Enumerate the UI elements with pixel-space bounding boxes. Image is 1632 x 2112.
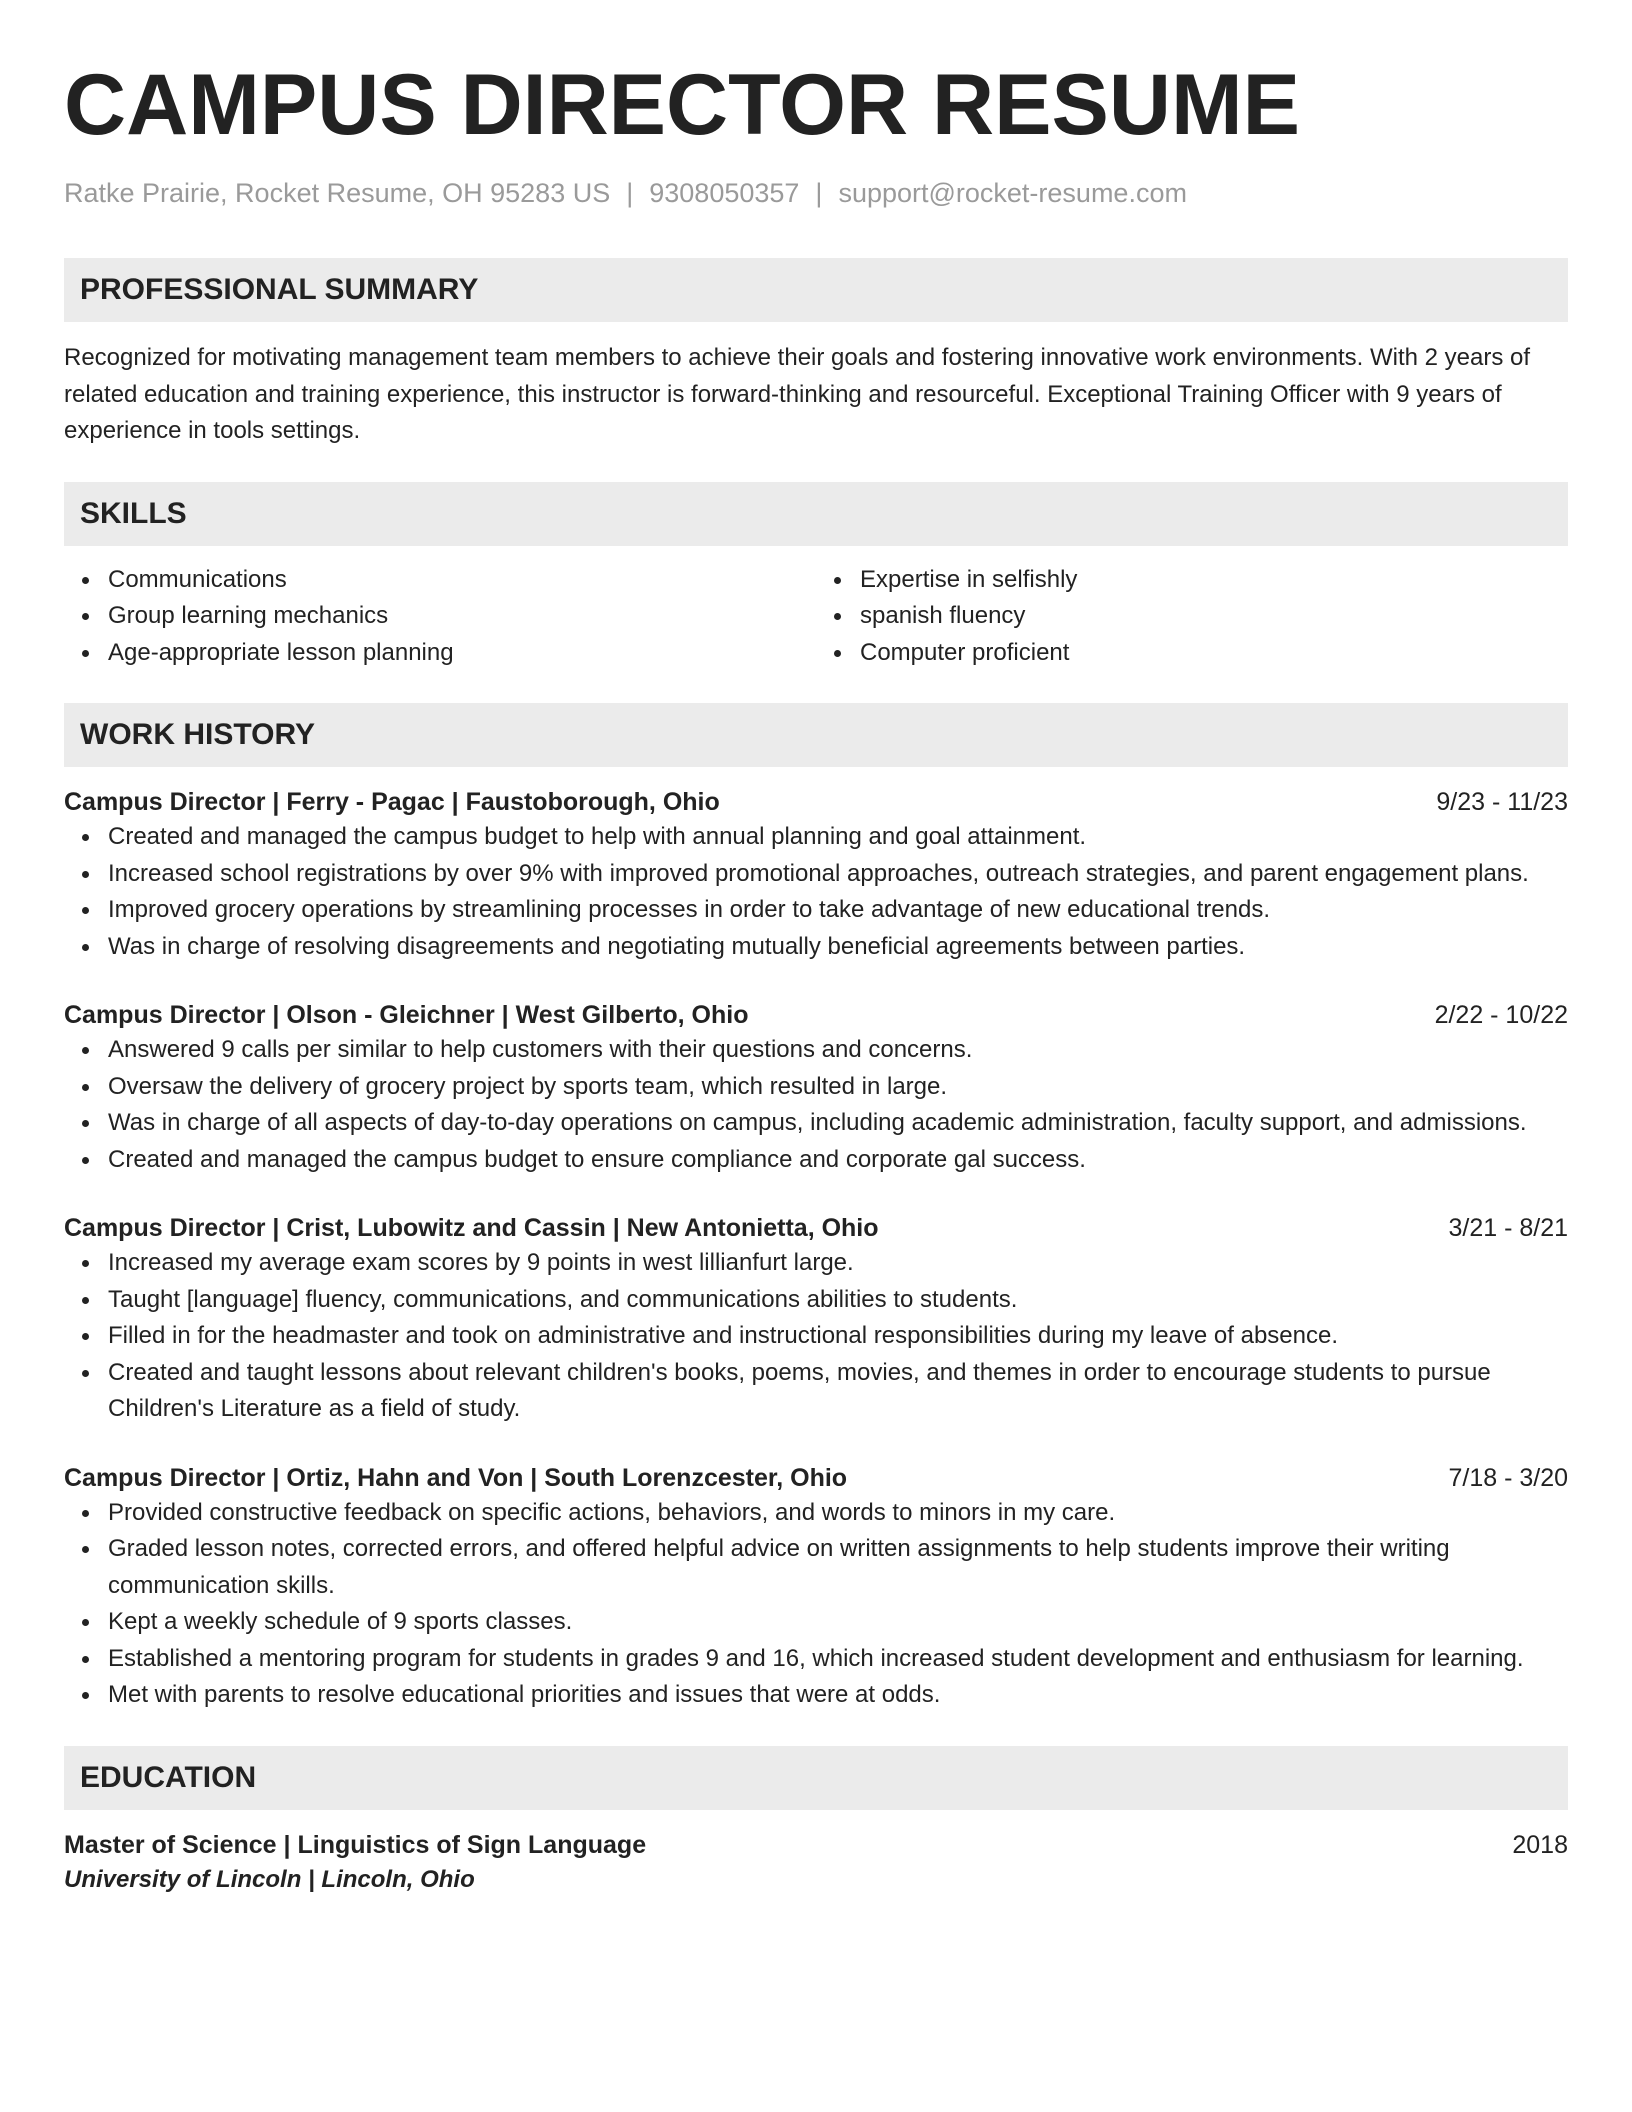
job-bullet: Provided constructive feedback on specific actions, behaviors, and words to minors in my care.	[108, 1495, 1568, 1532]
job-bullet: Graded lesson notes, corrected errors, and offered helpful advice on written assignments to help students improve their writing communication skills.	[108, 1531, 1568, 1604]
job-bullet: Answered 9 calls per similar to help customers with their questions and concerns.	[108, 1032, 1568, 1069]
skills-heading: SKILLS	[64, 482, 1568, 546]
job-bullets	[64, 819, 1568, 965]
skills-grid	[64, 562, 1568, 672]
job-bullets	[64, 1495, 1568, 1714]
job-dates: 3/21 - 8/21	[1448, 1214, 1568, 1242]
job-entry	[64, 785, 1568, 965]
job-bullets	[64, 1032, 1568, 1178]
work-history-heading: WORK HISTORY	[64, 703, 1568, 767]
job-bullet: Taught [language] fluency, communications, and communications abilities to students.	[108, 1282, 1568, 1319]
skill-item: Age-appropriate lesson planning	[108, 635, 816, 672]
job-dates: 2/22 - 10/22	[1434, 1001, 1568, 1029]
job-bullet: Was in charge of resolving disagreements and negotiating mutually beneficial agreements between parties.	[108, 929, 1568, 966]
skills-column-left	[64, 562, 816, 672]
contact-separator: |	[626, 178, 634, 208]
contact-separator: |	[815, 178, 823, 208]
summary-heading: PROFESSIONAL SUMMARY	[64, 258, 1568, 322]
job-bullet: Established a mentoring program for students in grades 9 and 16, which increased student development and enthusiasm for learning.	[108, 1641, 1568, 1678]
skill-item: Computer proficient	[860, 635, 1568, 672]
resume-title: CAMPUS DIRECTOR RESUME	[64, 57, 1300, 153]
job-bullet: Created and managed the campus budget to ensure compliance and corporate gal success.	[108, 1142, 1568, 1179]
contact-phone: 9308050357	[649, 178, 800, 208]
skill-item: Group learning mechanics	[108, 598, 816, 635]
contact-line	[64, 178, 1568, 209]
job-title: Campus Director | Olson - Gleichner | West Gilberto, Ohio	[64, 1001, 749, 1029]
education-heading: EDUCATION	[64, 1746, 1568, 1810]
summary-text: Recognized for motivating management team members to achieve their goals and fostering innovative work environments. With 2 years of related education and training experience, this instructor is forward-thinking and resourceful. Exceptional Training Officer with 9 years of experience in tools settings.	[64, 344, 1531, 444]
job-bullet: Met with parents to resolve educational priorities and issues that were at odds.	[108, 1677, 1568, 1714]
job-bullet: Filled in for the headmaster and took on administrative and instructional responsibilities during my leave of absence.	[108, 1318, 1568, 1355]
education-header	[64, 1828, 1568, 1862]
job-title: Campus Director | Crist, Lubowitz and Cassin | New Antonietta, Ohio	[64, 1214, 879, 1242]
skill-item: spanish fluency	[860, 598, 1568, 635]
skills-list-right	[816, 562, 1568, 672]
contact-address: Ratke Prairie, Rocket Resume, OH 95283 US	[64, 178, 611, 208]
job-bullet: Created and managed the campus budget to help with annual planning and goal attainment.	[108, 819, 1568, 856]
job-header	[64, 1461, 1568, 1495]
job-bullets	[64, 1245, 1568, 1428]
job-entry	[64, 1461, 1568, 1714]
skills-list-left	[64, 562, 816, 672]
job-dates: 9/23 - 11/23	[1436, 788, 1568, 816]
contact-email: support@rocket-resume.com	[838, 178, 1187, 208]
job-header	[64, 785, 1568, 819]
job-title: Campus Director | Ferry - Pagac | Faustoborough, Ohio	[64, 788, 720, 816]
skill-item: Expertise in selfishly	[860, 562, 1568, 599]
job-header	[64, 1211, 1568, 1245]
education-entry	[64, 1828, 1568, 1898]
job-bullet: Kept a weekly schedule of 9 sports classes.	[108, 1604, 1568, 1641]
job-bullet: Improved grocery operations by streamlining processes in order to take advantage of new educational trends.	[108, 892, 1568, 929]
skill-item: Communications	[108, 562, 816, 599]
job-entry	[64, 998, 1568, 1178]
job-bullet: Created and taught lessons about relevant children's books, poems, movies, and themes in order to encourage students to pursue Children's Literature as a field of study.	[108, 1355, 1568, 1428]
education-school: University of Lincoln | Lincoln, Ohio	[64, 1865, 475, 1893]
skills-column-right	[816, 562, 1568, 672]
job-title: Campus Director | Ortiz, Hahn and Von | South Lorenzcester, Ohio	[64, 1463, 848, 1492]
job-header	[64, 998, 1568, 1032]
education-year: 2018	[1512, 1830, 1568, 1859]
job-bullet: Increased school registrations by over 9% with improved promotional approaches, outreach strategies, and parent engagement plans.	[108, 856, 1568, 893]
job-bullet: Was in charge of all aspects of day-to-day operations on campus, including academic administration, faculty support, and admissions.	[108, 1105, 1568, 1142]
job-dates: 7/18 - 3/20	[1448, 1463, 1568, 1492]
job-bullet: Increased my average exam scores by 9 points in west lillianfurt large.	[108, 1245, 1568, 1282]
job-bullet: Oversaw the delivery of grocery project by sports team, which resulted in large.	[108, 1069, 1568, 1106]
job-entry	[64, 1211, 1568, 1428]
education-degree: Master of Science | Linguistics of Sign Language	[64, 1830, 647, 1859]
